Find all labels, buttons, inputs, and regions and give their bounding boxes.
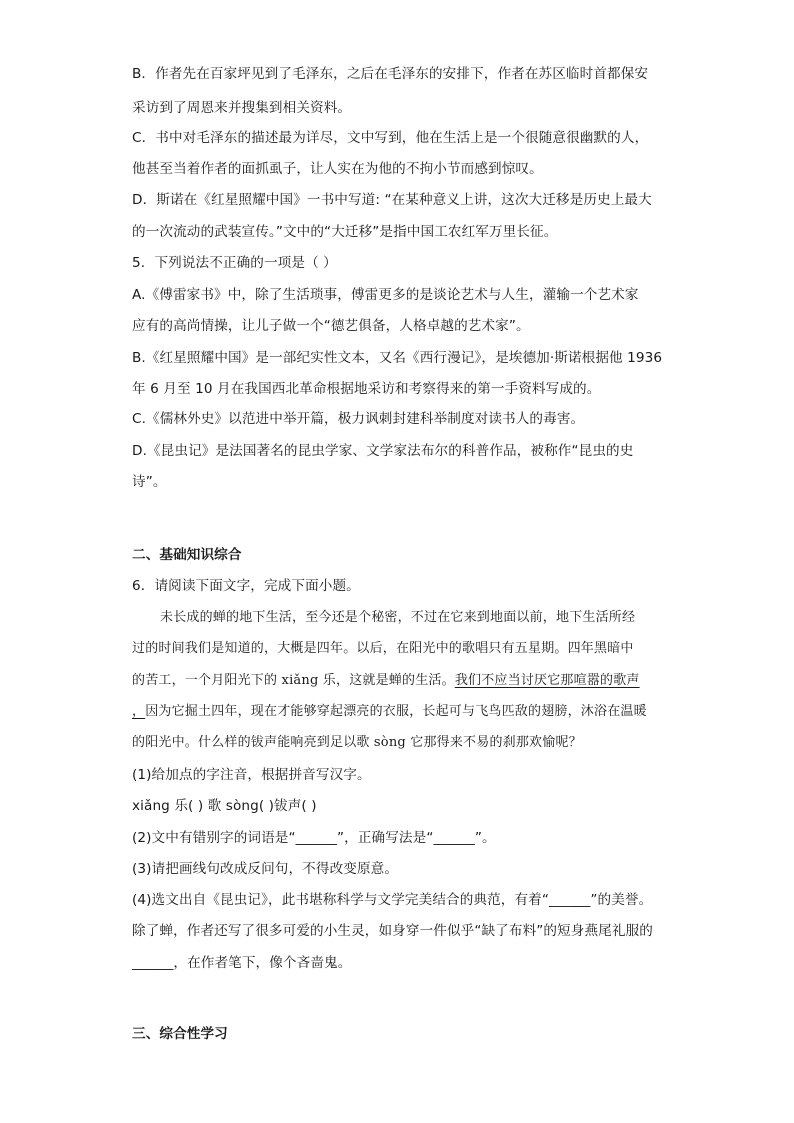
q5-option-b-line2: 年 6 月至 10 月在我国西北革命根据地采访和考察得来的第一手资料写成的。	[132, 381, 601, 397]
underlined-sentence: 我们不应当讨厌它那喧嚣的歌声	[454, 673, 640, 688]
q6-sub4-line3: ______，在作者笔下，像个吝啬鬼。	[132, 955, 352, 971]
section2-title: 二、基础知识综合	[132, 547, 242, 563]
q6-sub3: (3)请把画线句改成反问句，不得改变原意。	[132, 861, 399, 877]
q6-stem: 6．请阅读下面文字，完成下面小题。	[132, 578, 360, 594]
passage-line4-text: 因为它掘土四年，现在才能够穿起漂亮的衣服，长起可与飞鸟匹敌的翅膀，沐浴在温暖	[145, 704, 647, 719]
q5-option-a-line2: 应有的高尚情操，让儿子做一个“德艺俱备，人格卓越的艺术家”。	[132, 318, 530, 334]
q5-option-d-line1: D.《昆虫记》是法国著名的昆虫学家、文学家法布尔的科普作品，被称作“昆虫的史	[132, 443, 634, 459]
passage-line3-text: 的苦工，一个月阳光下的 xiǎng 乐，这就是蝉的生活。	[132, 673, 455, 688]
q4-option-d-line2: 的一次流动的武装宣传。”文中的“大迁移”是指中国工农红军万里长征。	[132, 224, 558, 240]
q4-option-c-line2: 他甚至当着作者的面抓虱子，让人实在为他的不拘小节而感到惊叹。	[132, 161, 543, 177]
q6-sub2: (2)文中有错别字的词语是“______”，正确写法是“______”。	[132, 830, 496, 846]
passage-line5: 的阳光中。什么样的钹声能响亮到足以歌 sòng 它那得来不易的刹那欢愉呢？	[132, 735, 582, 750]
q4-option-d-line1: D．斯诺在《红星照耀中国》一书中写道: “在某种意义上讲，这次大迁移是历史上最大	[132, 192, 652, 208]
q4-option-b-line1: B．作者先在百家坪见到了毛泽东，之后在毛泽东的安排下，作者在苏区临时首都保安	[132, 66, 649, 82]
section3-title: 三、综合性学习	[132, 1026, 228, 1042]
q6-sub1-answer: xiǎng 乐( ) 歌 sòng( )钹声( )	[132, 798, 317, 814]
q5-stem: 5．下列说法不正确的一项是（ ）	[132, 255, 337, 271]
q6-sub1: (1)给加点的字注音，根据拼音写汉字。	[132, 767, 371, 783]
q5-option-c-line1: C.《儒林外史》以范进中举开篇，极力讽刺封建科举制度对读书人的毒害。	[132, 411, 585, 427]
q5-option-d-line2: 诗”。	[132, 474, 167, 490]
q4-option-c-line1: C．书中对毛泽东的描述最为详尽，文中写到，他在生活上是一个很随意很幽默的人，	[132, 130, 649, 146]
passage-line4	[132, 702, 647, 722]
passage-line3	[132, 671, 640, 691]
q5-option-a-line1: A.《傅雷家书》中，除了生活琐事，傅雷更多的是谈论艺术与人生，灌输一个艺术家	[132, 287, 639, 303]
passage-line2: 过的时间我们是知道的，大概是四年。以后，在阳光中的歌唱只有五星期。四年黑暗中	[132, 641, 634, 656]
q5-option-b-line1: B.《红星照耀中国》是一部纪实性文本，又名《西行漫记》，是埃德加·斯诺根据他 1936	[132, 350, 663, 366]
q6-sub4-line2: 除了蝉，作者还写了很多可爱的小生灵，如身穿一件似乎“缺了布料”的短身燕尾礼服的	[132, 923, 653, 939]
q6-sub4-line1: (4)选文出自《昆虫记》，此书堪称科学与文学完美结合的典范，有着“______”的美誉。	[132, 892, 653, 908]
underlined-sentence-end: ，	[132, 704, 146, 719]
passage-line1: 未长成的蝉的地下生活，至今还是个秘密，不过在它来到地面以前，地下生活所经	[160, 610, 636, 625]
q4-option-b-line2: 采访到了周恩来并搜集到相关资料。	[132, 100, 352, 116]
